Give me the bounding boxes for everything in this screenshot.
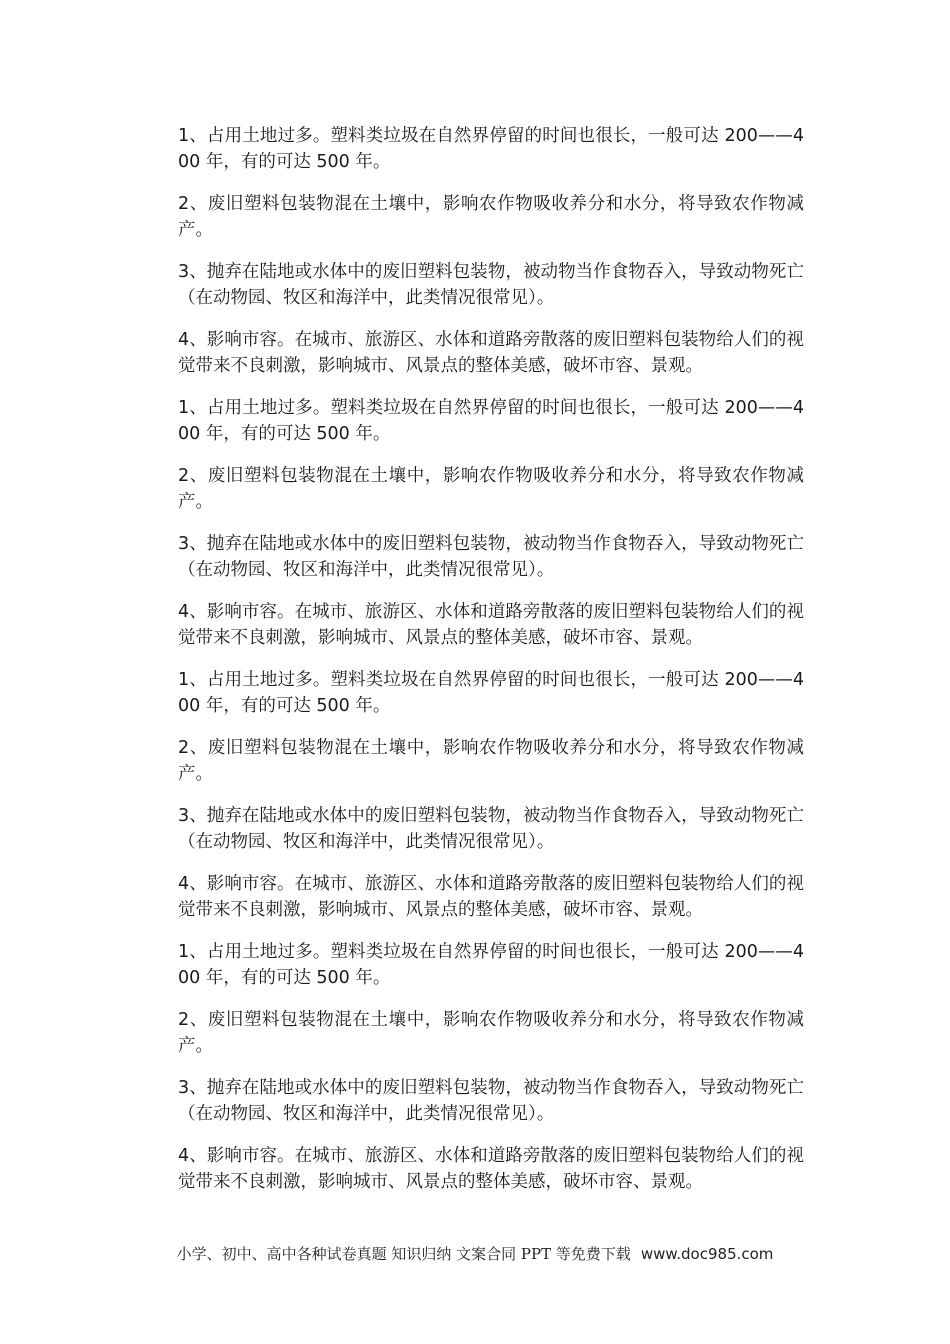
paragraph: 1、占用土地过多。塑料类垃圾在自然界停留的时间也很长，一般可达 200——400 年，有的可达 500 年。 xyxy=(178,126,804,172)
paragraph: 1、占用土地过多。塑料类垃圾在自然界停留的时间也很长，一般可达 200——400 年，有的可达 500 年。 xyxy=(178,398,804,444)
paragraph: 3、抛弃在陆地或水体中的废旧塑料包装物，被动物当作食物吞入，导致动物死亡（在动物园、牧区和海洋中，此类情况很常见）。 xyxy=(178,262,804,308)
document-body xyxy=(178,123,804,1211)
paragraph: 4、影响市容。在城市、旅游区、水体和道路旁散落的废旧塑料包装物给人们的视觉带来不良刺激，影响城市、风景点的整体美感，破坏市容、景观。 xyxy=(178,330,804,376)
paragraph: 2、废旧塑料包装物混在土壤中，影响农作物吸收养分和水分，将导致农作物减产。 xyxy=(178,738,804,784)
paragraph: 2、废旧塑料包装物混在土壤中，影响农作物吸收养分和水分，将导致农作物减产。 xyxy=(178,1010,804,1056)
paragraph: 1、占用土地过多。塑料类垃圾在自然界停留的时间也很长，一般可达 200——400 年，有的可达 500 年。 xyxy=(178,670,804,716)
paragraph: 4、影响市容。在城市、旅游区、水体和道路旁散落的废旧塑料包装物给人们的视觉带来不良刺激，影响城市、风景点的整体美感，破坏市容、景观。 xyxy=(178,874,804,920)
paragraph: 2、废旧塑料包装物混在土壤中，影响农作物吸收养分和水分，将导致农作物减产。 xyxy=(178,194,804,240)
paragraph: 2、废旧塑料包装物混在土壤中，影响农作物吸收养分和水分，将导致农作物减产。 xyxy=(178,466,804,512)
paragraph: 3、抛弃在陆地或水体中的废旧塑料包装物，被动物当作食物吞入，导致动物死亡（在动物园、牧区和海洋中，此类情况很常见）。 xyxy=(178,1078,804,1124)
paragraph: 1、占用土地过多。塑料类垃圾在自然界停留的时间也很长，一般可达 200——400 年，有的可达 500 年。 xyxy=(178,942,804,988)
paragraph: 3、抛弃在陆地或水体中的废旧塑料包装物，被动物当作食物吞入，导致动物死亡（在动物园、牧区和海洋中，此类情况很常见）。 xyxy=(178,806,804,852)
footer-url: www.doc985.com xyxy=(640,1245,774,1263)
paragraph: 3、抛弃在陆地或水体中的废旧塑料包装物，被动物当作食物吞入，导致动物死亡（在动物园、牧区和海洋中，此类情况很常见）。 xyxy=(178,534,804,580)
paragraph: 4、影响市容。在城市、旅游区、水体和道路旁散落的废旧塑料包装物给人们的视觉带来不良刺激，影响城市、风景点的整体美感，破坏市容、景观。 xyxy=(178,1146,804,1192)
footer-text: 小学、初中、高中各种试卷真题 知识归纳 文案合同 PPT 等免费下载 xyxy=(176,1245,631,1263)
page-footer xyxy=(0,1244,950,1264)
paragraph: 4、影响市容。在城市、旅游区、水体和道路旁散落的废旧塑料包装物给人们的视觉带来不良刺激，影响城市、风景点的整体美感，破坏市容、景观。 xyxy=(178,602,804,648)
